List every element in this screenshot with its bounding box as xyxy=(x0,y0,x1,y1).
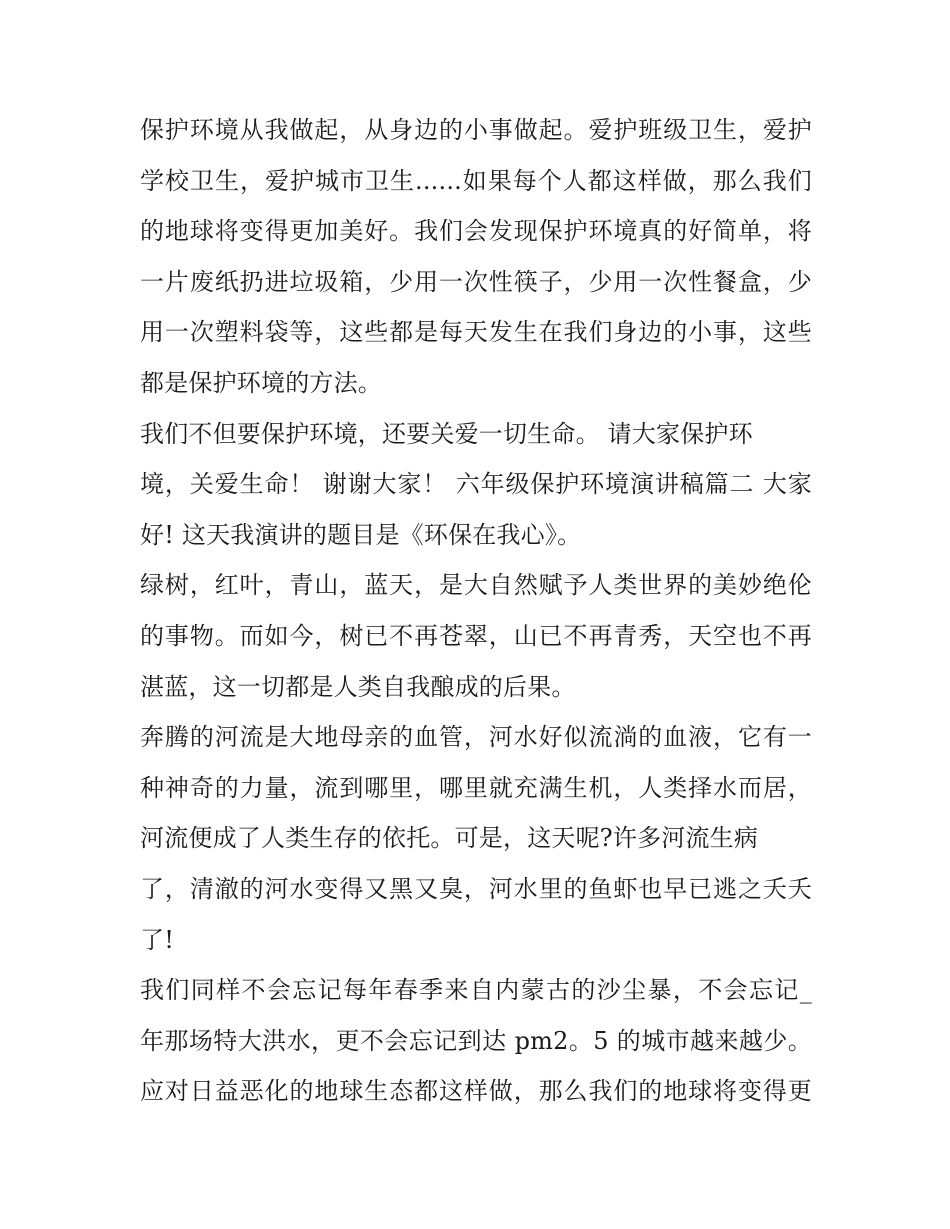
text-line: 湛蓝，这一切都是人类自我酿成的后果。 xyxy=(140,672,576,701)
text-line: 学校卫生，爱护城市卫生......如果每个人都这样做，那么我们 xyxy=(140,166,812,195)
text-line: 用一次塑料袋等，这些都是每天发生在我们身边的小事，这些 xyxy=(140,318,812,347)
text-line: 保护环境从我做起，从身边的小事做起。爱护班级卫生，爱护 xyxy=(140,116,812,144)
text-line: 绿树，红叶，青山，蓝天，是大自然赋予人类世界的美妙绝伦 xyxy=(140,571,812,600)
text-line: 了，清澈的河水变得又黑又臭，河水里的鱼虾也早已逃之夭夭 xyxy=(140,874,812,903)
text-line: 年那场特大洪水，更不会忘记到达 pm2。5 的城市越来越少。 xyxy=(140,1026,812,1055)
text-line: 奔腾的河流是大地母亲的血管，河水好似流淌的血液，它有一 xyxy=(140,723,812,752)
text-line: 种神奇的力量，流到哪里，哪里就充满生机，人类择水而居， xyxy=(140,773,812,802)
text-line: 应对日益恶化的地球生态都这样做，那么我们的地球将变得更 xyxy=(140,1077,812,1106)
text-line: 我们同样不会忘记每年春季来自内蒙古的沙尘暴，不会忘记_ xyxy=(140,976,812,1005)
text-line: 的事物。而如今，树已不再苍翠，山已不再青秀，天空也不再 xyxy=(140,621,812,650)
text-line: 一片废纸扔进垃圾箱，少用一次性筷子，少用一次性餐盒，少 xyxy=(140,267,812,296)
text-line: 都是保护环境的方法。 xyxy=(140,368,382,397)
text-line: 的地球将变得更加美好。我们会发现保护环境真的好简单，将 xyxy=(140,217,812,246)
text-line: 我们不但要保护环境，还要关爱一切生命。 请大家保护环 xyxy=(140,419,753,448)
text-line: 河流便成了人类生存的依托。可是，这天呢?许多河流生病 xyxy=(140,824,759,853)
document-body xyxy=(140,105,812,1117)
text-line: 境，关爱生命！ 谢谢大家！ 六年级保护环境演讲稿篇二 大家 xyxy=(140,470,812,499)
text-line: 了! xyxy=(140,925,175,954)
text-line: 好! 这天我演讲的题目是《环保在我心》。 xyxy=(140,520,582,549)
